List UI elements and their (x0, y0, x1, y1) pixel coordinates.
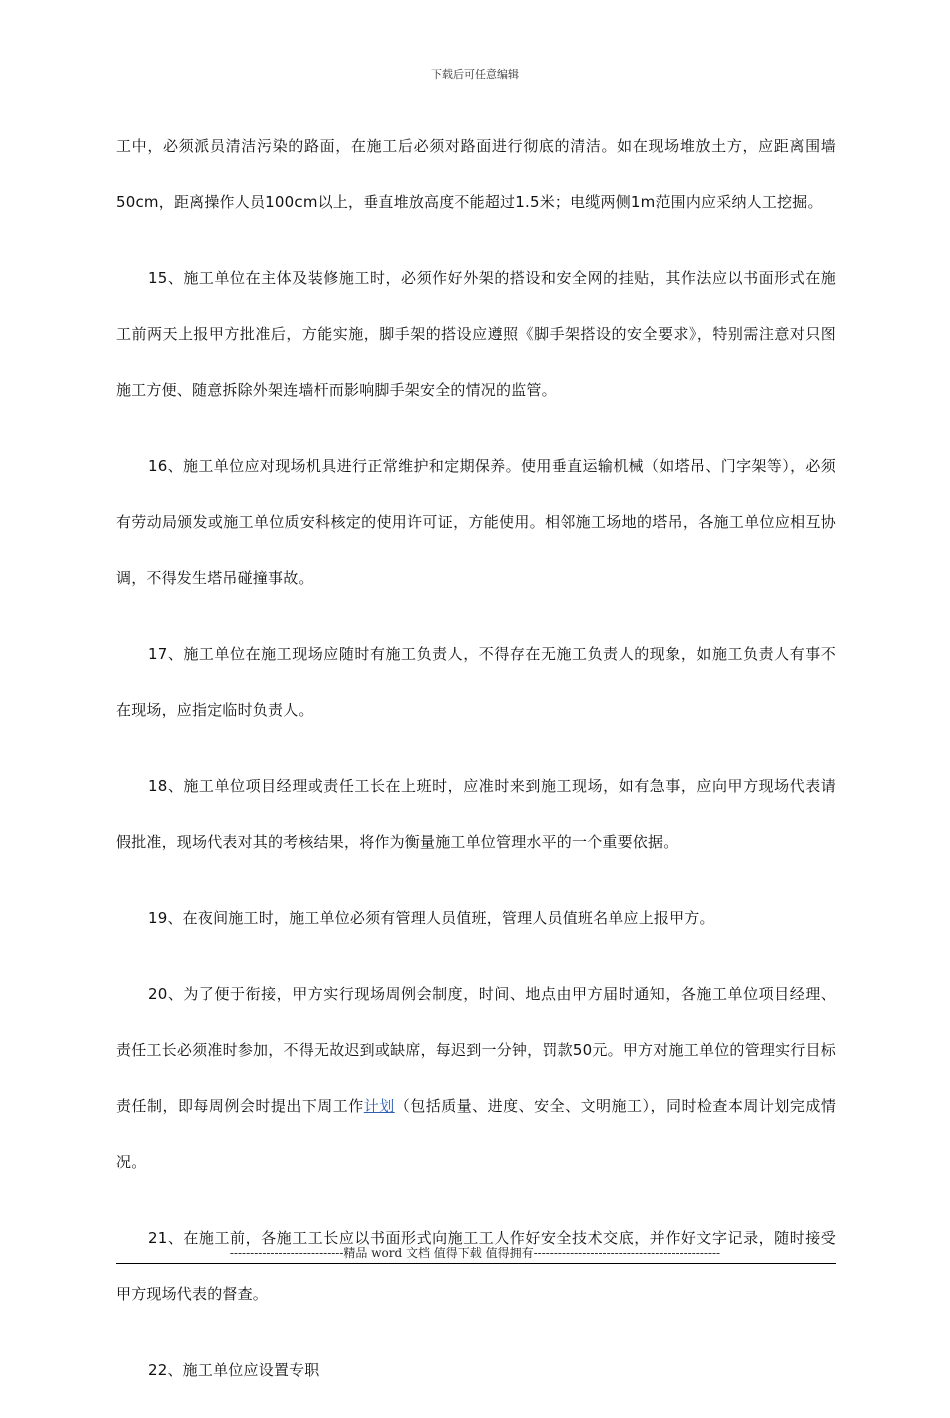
paragraph-19: 19、在夜间施工时，施工单位必须有管理人员值班，管理人员值班名单应上报甲方。 (148, 909, 715, 927)
paragraph-15: 15、施工单位在主体及装修施工时，必须作好外架的搭设和安全网的挂贴，其作法应以书面形式在施工前两天上报甲方批准后，方能实施，脚手架的搭设应遵照《脚手架搭设的安全要求》，特别需注意对只图施工方便、随意拆除外架连墙杆而影响脚手架安全的情况的监管。 (116, 269, 836, 399)
paragraph-16: 16、施工单位应对现场机具进行正常维护和定期保养。使用垂直运输机械（如塔吊、门字架等），必须有劳动局颁发或施工单位质安科核定的使用许可证，方能使用。相邻施工场地的塔吊，各施工单位应相互协调，不得发生塔吊碰撞事故。 (116, 457, 836, 587)
paragraph-20-text-before: 20、为了便于衔接，甲方实行现场周例会制度，时间、地点由甲方届时通知，各施工单位项目经理、责任工长必须准时参加，不得无故迟到或缺席，每迟到一分钟，罚款50元。甲方对施工单位的管理实行目标责任制，即每周例会时提出下周工作 (116, 985, 836, 1115)
paragraph-22: 22、施工单位应设置专职 (148, 1361, 320, 1379)
paragraph-17: 17、施工单位在施工现场应随时有施工负责人，不得存在无施工负责人的现象，如施工负责人有事不在现场，应指定临时负责人。 (116, 645, 836, 719)
paragraph-20-text-after: （包括质量、进度、安全、文明施工），同时检查本周计划完成情况。 (116, 1097, 837, 1171)
paragraph-18: 18、施工单位项目经理或责任工长在上班时，应准时来到施工现场，如有急事，应向甲方现场代表请假批准，现场代表对其的考核结果，将作为衡量施工单位管理水平的一个重要依据。 (116, 777, 836, 851)
page-footer: ----------------------------精品 word 文档 值得下载 值得拥有---------------------------------------------- (229, 1246, 721, 1260)
plan-link[interactable]: 计划 (363, 1097, 395, 1115)
paragraph-14-continued: 工中，必须派员清洁污染的路面，在施工后必须对路面进行彻底的清洁。如在现场堆放土方，应距离围墙50cm，距离操作人员100cm以上，垂直堆放高度不能超过1.5米；电缆两侧1m范围内应采纳人工挖掘。 (116, 137, 836, 211)
page-header: 下载后可任意编辑 (431, 68, 519, 81)
paragraph-20 (116, 966, 836, 1190)
paragraph-21: 21、在施工前，各施工工长应以书面形式向施工工人作好安全技术交底，并作好文字记录，随时接受甲方现场代表的督查。 (116, 1229, 836, 1303)
document-body (116, 118, 836, 1418)
footer-divider (116, 1263, 836, 1264)
